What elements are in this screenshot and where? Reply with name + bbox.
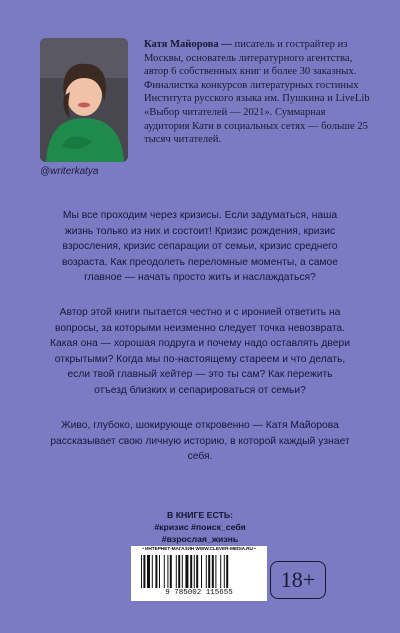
author-bio-text: писатель и гострайтер из Москвы, основатель литературного агентства, автор 6 собственных книг и более 30 заказных. Финалистка конкурсов литературных гостиных Института русского языка им. Пушкина и LiveLib «Выбор читателей — 2021». Суммарная аудитория Кати в социальных сетях — больше 25 тысяч читателей. bbox=[144, 39, 370, 146]
description-paragraph-1: Мы все проходим через кризисы. Если задуматься, наша жизнь только из них и состоит! Кризис рождения, кризис взросления, кризис сепарации от семьи, кризис среднего возраста. Как преодолеть переломные моменты, а самое главное — начать просто жить и наслаждаться? bbox=[62, 210, 338, 284]
description-paragraph-2: Автор этой книги пытается честно и с иронией ответить на вопросы, за которыми неизменно следует точка невозврата. Какая она — хорошая подруга и почему надо оставлять двери открытыми? Когда мы по-настоящему стареем и что делать, если твой главный хейтер — это ты сам? Как пережить отъезд близких и сепарироваться от семьи? bbox=[50, 307, 350, 396]
description-paragraph-3: Живо, глубоко, шокирующе откровенно — Катя Майорова рассказывает свою личную историю, в которой каждый узнает себя. bbox=[50, 420, 350, 463]
tags-block bbox=[115, 509, 285, 545]
shop-url: • ИНТЕРНЕТ-МАГАЗИН WWW.CLEVER-MEDIA.RU • bbox=[142, 547, 256, 552]
author-photo bbox=[40, 38, 128, 162]
barcode-bars bbox=[141, 555, 257, 591]
age-rating-badge: 18+ bbox=[270, 561, 326, 599]
isbn-number: 9 785002 115655 bbox=[165, 589, 233, 597]
author-name: Катя Майорова — bbox=[144, 39, 232, 50]
tags-line-2: #взрослая_жизнь bbox=[161, 534, 239, 544]
author-bio bbox=[144, 38, 370, 147]
barcode bbox=[131, 546, 267, 601]
tags-heading: В КНИГЕ ЕСТЬ: bbox=[167, 510, 233, 520]
author-handle: @writerkatya bbox=[40, 166, 99, 177]
tags-line-1: #кризис #поиск_себя bbox=[154, 522, 246, 532]
